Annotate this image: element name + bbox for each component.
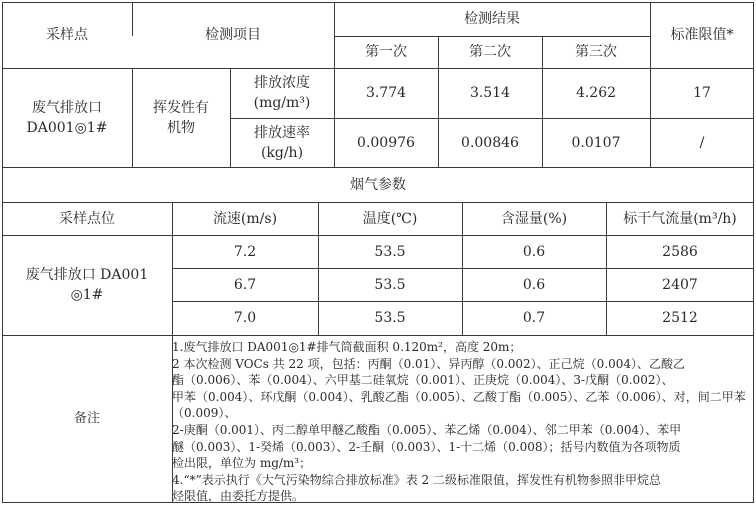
header-flow: 流速(m/s) (212, 210, 278, 227)
limit-cell: 17 (693, 85, 711, 101)
test-item-line: 机物 (167, 119, 195, 136)
param-label: 排放速率 (254, 124, 310, 141)
header-humidity: 含湿量(%) (500, 210, 568, 227)
humidity-cell: 0.6 (522, 243, 546, 260)
humidity-cell: 0.7 (522, 310, 546, 326)
param-rate (230, 118, 334, 167)
header-third: 第三次 (575, 44, 617, 60)
remark-line: 2-庚酮（0.001）、丙二醇单甲醚乙酸酯（0.005）、苯乙烯（0.004）、邻二甲苯（0.004）、苯甲 (172, 422, 682, 437)
header-test-item: 检测项目 (205, 27, 261, 43)
remark-line: 检出限，单位为 mg/m³； (172, 456, 312, 471)
sampling-point-line: 废气排放口 (32, 99, 102, 116)
value-cell: 0.00976 (357, 134, 415, 151)
flue-point-line: 废气排放口 DA001 (25, 267, 149, 283)
test-item-name (132, 68, 230, 167)
remark-line: 甲苯（0.004）、环戊酮（0.004）、乳酸乙酯（0.005）、乙酸丁酯（0.005）、乙苯（0.006）、对，间二甲苯（0.009）、 (172, 389, 746, 421)
header-second: 第二次 (469, 44, 511, 60)
param-unit: (mg/m³) (253, 95, 311, 111)
param-label: 排放浓度 (254, 75, 310, 91)
header-results: 检测结果 (464, 11, 520, 27)
header-temp: 温度(℃) (362, 210, 418, 227)
test-report-table (2, 2, 754, 503)
flow-cell: 6.7 (233, 276, 257, 293)
temp-cell: 53.5 (374, 243, 406, 260)
flue-point-name (2, 235, 172, 335)
temp-cell: 53.5 (374, 276, 406, 293)
value-cell: 3.514 (469, 85, 511, 101)
header-std-flow: 标干气流量(m³/h) (623, 210, 737, 227)
header-first: 第一次 (365, 44, 407, 60)
std-flow-cell: 2407 (662, 276, 698, 293)
header-limit: 标准限值* (670, 27, 734, 43)
test-item-line: 挥发性有 (153, 99, 209, 116)
flue-point-code: ◎1# (70, 287, 104, 303)
remark-line: 4.“*”表示执行《大气污染物综合排放标准》表 2 二级标准限值，挥发性有机物参照非甲烷总 (172, 472, 661, 487)
std-flow-cell: 2586 (662, 243, 698, 260)
temp-cell: 53.5 (374, 310, 406, 326)
remarks-text (172, 339, 750, 505)
sampling-point-code: DA001◎1# (26, 119, 108, 136)
sampling-point-name (2, 68, 132, 167)
remark-line: 酯（0.006）、苯（0.004）、六甲基二硅氧烷（0.001）、正庚烷（0.004）、3-戊酮（0.002）、 (172, 373, 674, 388)
value-cell: 3.774 (365, 85, 407, 101)
header-sampling-point: 采样点 (46, 27, 88, 43)
flow-cell: 7.0 (233, 310, 257, 326)
param-concentration (230, 68, 334, 118)
remarks-label: 备注 (73, 410, 100, 426)
std-flow-cell: 2512 (662, 310, 698, 326)
flow-cell: 7.2 (233, 243, 257, 260)
value-cell: 4.262 (575, 85, 617, 101)
remark-line: 1.废气排放口 DA001◎1#排气筒截面积 0.120m²，高度 20m； (172, 340, 522, 354)
humidity-cell: 0.6 (522, 276, 546, 293)
remark-line: 2 本次检测 VOCs 共 22 项，包括：丙酮（0.01）、异丙醇（0.002）、正己烷（0.004）、乙酸乙 (172, 356, 686, 371)
remark-line: 烃限值，由委托方提供。 (172, 489, 305, 504)
value-cell: 0.0107 (571, 134, 621, 151)
limit-cell: / (699, 134, 705, 151)
flue-gas-title: 烟气参数 (350, 176, 406, 193)
remark-line: 醚（0.003）、1-癸烯（0.003）、2-壬酮（0.003）、1-十二烯（0.008）；括号内数值为各项物质 (172, 439, 681, 454)
value-cell: 0.00846 (461, 134, 519, 151)
param-unit: (kg/h) (260, 144, 304, 161)
header-point: 采样点位 (59, 210, 115, 227)
